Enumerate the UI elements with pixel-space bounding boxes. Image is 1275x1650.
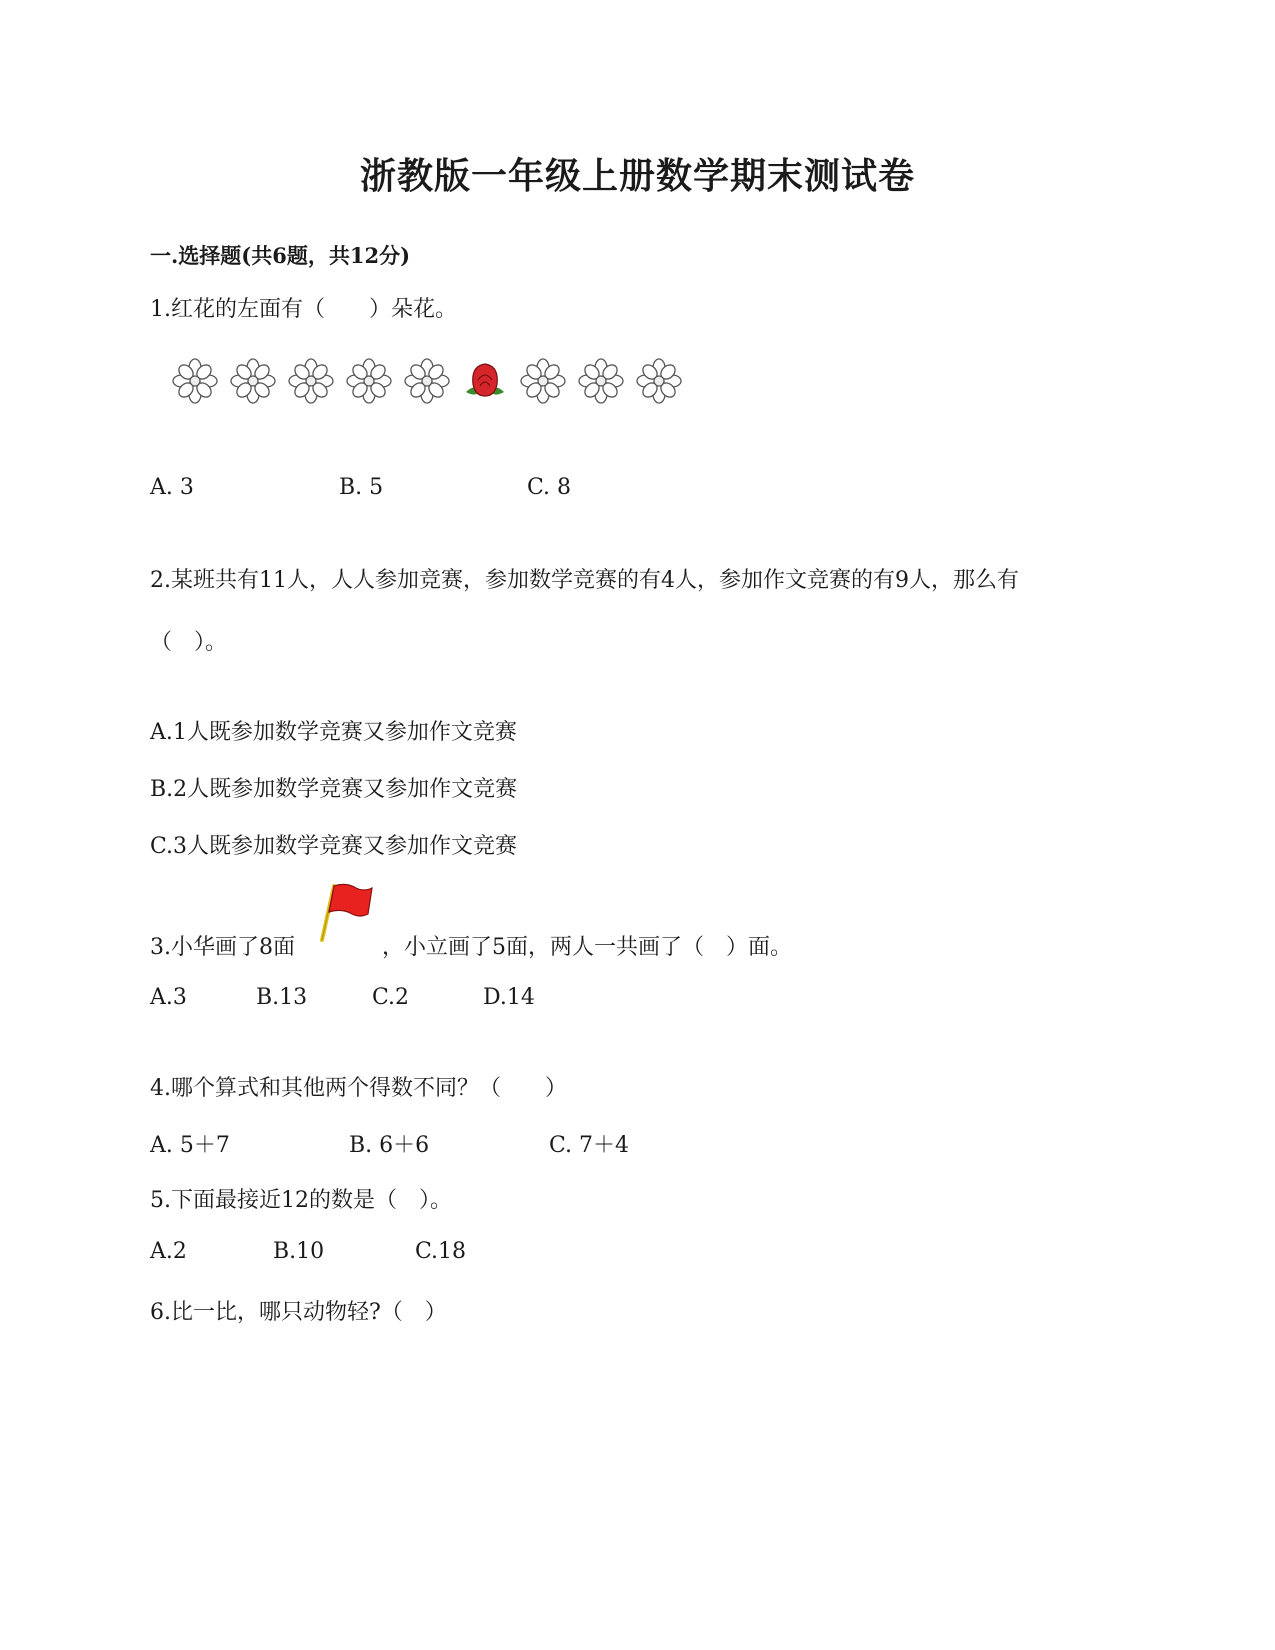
flower-row bbox=[172, 358, 694, 404]
question-5-text: 5.下面最接近12的数是（ ）。 bbox=[150, 1188, 452, 1213]
question-4-option-c[interactable]: C. 7＋4 bbox=[549, 1133, 630, 1158]
question-2-option-b[interactable]: B.2人既参加数学竞赛又参加作文竞赛 bbox=[150, 777, 518, 802]
white-flower-icon bbox=[520, 358, 566, 404]
question-3-text-after: ，小立画了5面，两人一共画了（ ）面。 bbox=[382, 935, 792, 960]
question-2-option-c[interactable]: C.3人既参加数学竞赛又参加作文竞赛 bbox=[150, 834, 518, 859]
question-1-option-b[interactable]: B. 5 bbox=[339, 475, 384, 500]
page-title: 浙教版一年级上册数学期末测试卷 bbox=[359, 155, 915, 197]
white-flower-icon bbox=[578, 358, 624, 404]
question-2-text-line-2: （ ）。 bbox=[150, 630, 228, 655]
question-3-option-b[interactable]: B.13 bbox=[256, 985, 308, 1010]
question-4-option-b[interactable]: B. 6＋6 bbox=[349, 1133, 430, 1158]
question-6-text: 6.比一比，哪只动物轻?（ ） bbox=[150, 1300, 447, 1325]
question-1-text: 1.红花的左面有（ ）朵花。 bbox=[150, 297, 457, 322]
section-heading-choice: 一.选择题(共6题，共12分) bbox=[150, 243, 411, 268]
question-3-option-a[interactable]: A.3 bbox=[150, 985, 187, 1010]
question-5-option-b[interactable]: B.10 bbox=[273, 1239, 325, 1264]
white-flower-icon bbox=[230, 358, 276, 404]
question-4-option-a[interactable]: A. 5＋7 bbox=[150, 1133, 230, 1158]
question-5-option-c[interactable]: C.18 bbox=[415, 1239, 467, 1264]
question-1-option-a[interactable]: A. 3 bbox=[150, 475, 194, 500]
question-3-text-before: 3.小华画了8面 bbox=[150, 935, 295, 960]
question-1-option-c[interactable]: C. 8 bbox=[527, 475, 572, 500]
question-2-option-a[interactable]: A.1人既参加数学竞赛又参加作文竞赛 bbox=[150, 720, 517, 745]
question-2-text-line-1: 2.某班共有11人，人人参加竞赛，参加数学竞赛的有4人，参加作文竞赛的有9人，那么有 bbox=[150, 568, 1019, 593]
white-flower-icon bbox=[172, 358, 218, 404]
white-flower-icon bbox=[346, 358, 392, 404]
red-flower-icon bbox=[462, 358, 508, 404]
question-3-option-d[interactable]: D.14 bbox=[483, 985, 535, 1010]
question-5-option-a[interactable]: A.2 bbox=[150, 1239, 187, 1264]
red-flag-icon bbox=[312, 880, 376, 942]
white-flower-icon bbox=[636, 358, 682, 404]
question-3-option-c[interactable]: C.2 bbox=[372, 985, 410, 1010]
white-flower-icon bbox=[404, 358, 450, 404]
question-4-text: 4.哪个算式和其他两个得数不同？（ ） bbox=[150, 1076, 567, 1101]
white-flower-icon bbox=[288, 358, 334, 404]
